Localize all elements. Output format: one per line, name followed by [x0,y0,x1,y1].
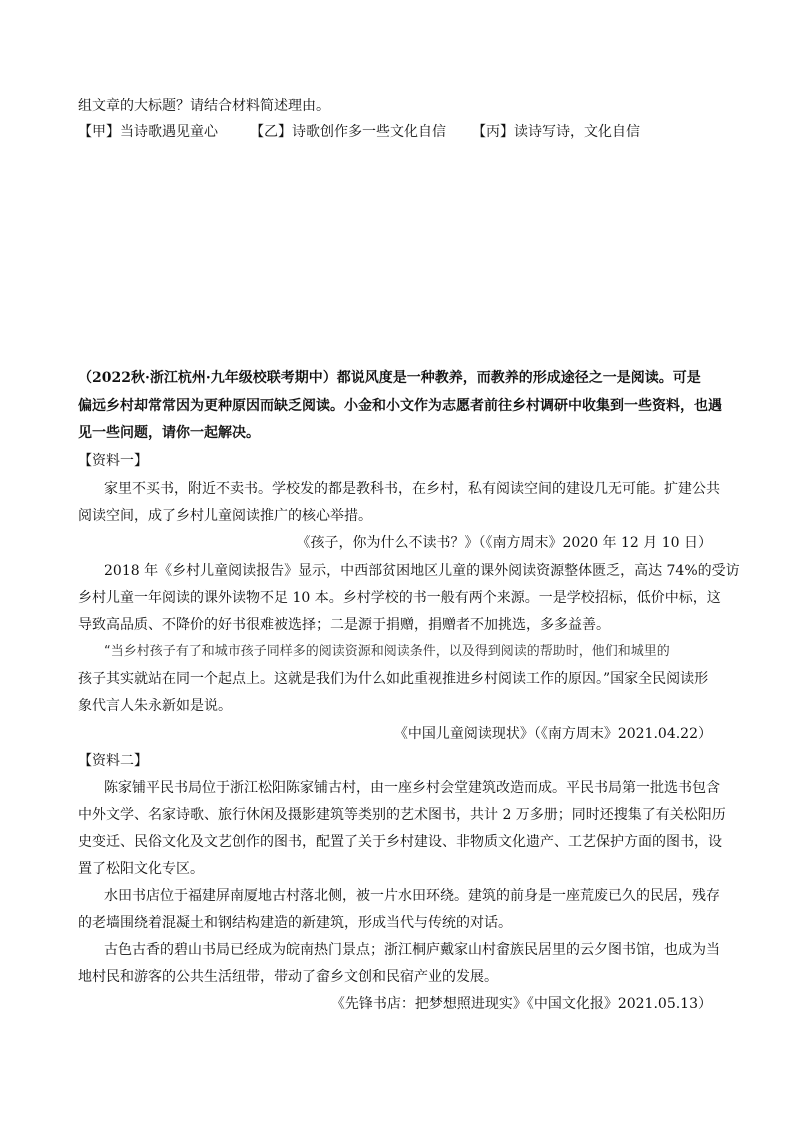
intro-line-2: 偏远乡村却常常因为更种原因而缺乏阅读。小金和小文作为志愿者前往乡村调研中收集到一些资料，也遇 [78,398,722,414]
m2-p1-line-4: 置了松阳文化专区。 [78,861,204,877]
intro-line-3: 见一些问题，请你一起解决。 [78,425,260,441]
m2-source: 《先锋书店：把梦想照进现实》《中国文化报》2021.05.13） [330,996,712,1012]
m1-p2-line-2: 乡村儿童一年阅读的课外读物不足 10 本。乡村学校的书一般有两个来源。一是学校招标，低价中标，这 [78,590,721,606]
intro-line-1: （2022秋·浙江杭州·九年级校联考期中）都说风度是一种教养，而教养的形成途径之一是阅读。可是 [78,370,701,386]
m1-p1-line-2: 阅读空间，成了乡村儿童阅读推广的核心举措。 [78,508,372,524]
m2-p3-line-1: 古色古香的碧山书局已经成为皖南热门景点；浙江桐庐戴家山村畲族民居里的云夕图书馆，也成为当 [104,942,720,958]
m2-p1-line-1: 陈家铺平民书局位于浙江松阳陈家铺古村，由一座乡村会堂建筑改造而成。平民书局第一批选书包含 [104,780,720,796]
title-options [78,123,718,143]
m1-p3-line-1: “当乡村孩子有了和城市孩子同样多的阅读资源和阅读条件，以及得到阅读的帮助时，他们和城里的 [104,644,670,659]
m1-p2-line-1: 2018 年《乡村儿童阅读报告》显示，中西部贫困地区儿童的课外阅读资源整体匮乏，高达 74%的受访 [104,563,740,579]
m1-p2-line-3: 导致高品质、不降价的好书很难被选择；二是源于捐赠，捐赠者不加挑选，多多益善。 [78,617,610,633]
m2-p2-line-1: 水田书店位于福建屏南厦地古村落北侧，被一片水田环绕。建筑的前身是一座荒废已久的民居，残存 [104,888,720,904]
option-yi: 【乙】诗歌创作多一些文化自信 [250,124,446,140]
question-line: 组文章的大标题？请结合材料简述理由。 [78,98,330,114]
option-bing: 【丙】读诗写诗，文化自信 [472,124,640,140]
m2-p2-line-2: 的老墙围绕着混凝土和钢结构建造的新建筑，形成当代与传统的对话。 [78,915,512,931]
m1-p3-line-3: 象代言人朱永新如是说。 [78,698,232,714]
material-1-heading: 【资料一】 [78,453,148,469]
m2-p1-line-3: 史变迁、民俗文化及文艺创作的图书，配置了关于乡村建设、非物质文化遗产、工艺保护方面的图书，设 [78,834,722,850]
m1-source-2: 《中国儿童阅读现状》（《南方周末》2021.04.22） [393,726,712,742]
material-2-heading: 【资料二】 [78,753,148,769]
m1-source-1: 《孩子，你为什么不读书？》（《南方周末》2020 年 12 月 10 日） [296,535,712,551]
option-jia: 【甲】当诗歌遇见童心 [78,124,218,140]
m1-p1-line-1: 家里不买书，附近不卖书。学校发的都是教科书，在乡村，私有阅读空间的建设几无可能。扩建公共 [104,481,720,497]
m2-p3-line-2: 地村民和游客的公共生活纽带，带动了畲乡文创和民宿产业的发展。 [78,969,498,985]
m2-p1-line-2: 中外文学、名家诗歌、旅行休闲及摄影建筑等类别的艺术图书，共计 2 万多册；同时还搜集了有关松阳历 [78,807,726,823]
m1-p3-line-2: 孩子其实就站在同一个起点上。这就是我们为什么如此重视推进乡村阅读工作的原因。”国家全民阅读形 [78,671,709,687]
